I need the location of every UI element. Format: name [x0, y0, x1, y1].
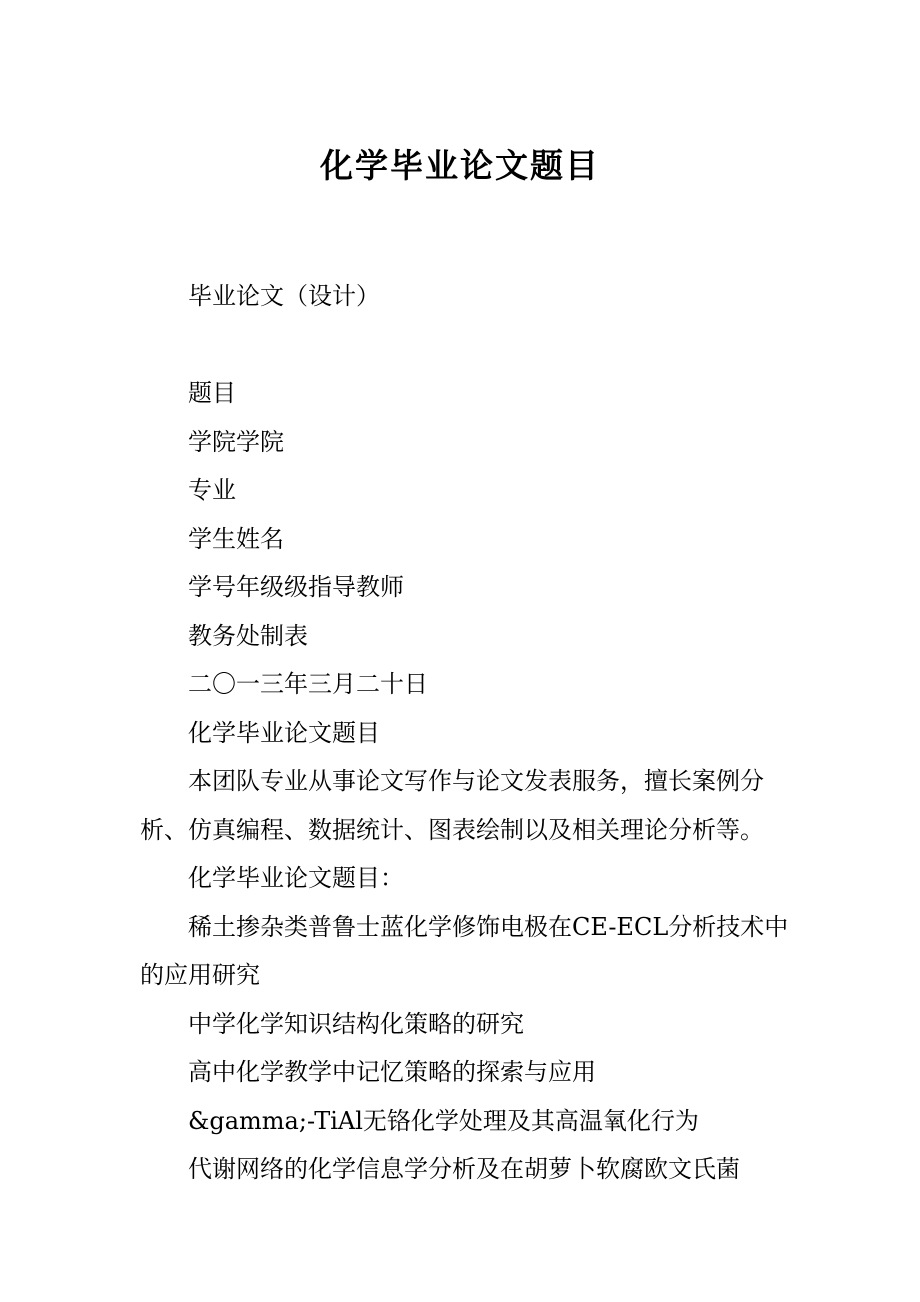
list-heading: 化学毕业论文题目： — [188, 864, 404, 892]
intro-paragraph: 本团队专业从事论文写作与论文发表服务，擅长案例分析、仿真编程、数据统计、图表绘制以及相关理论分析等。 — [140, 767, 764, 844]
cover-field-date: 二〇一三年三月二十日 — [188, 670, 428, 698]
cover-field-topic: 题目 — [188, 379, 236, 407]
cover-field-student-name: 学生姓名 — [188, 524, 284, 553]
blank-line — [140, 321, 790, 370]
topic-item: 中学化学知识结构化策略的研究 — [188, 1009, 524, 1038]
cover-field-student-id: 学号年级级指导教师 — [188, 573, 404, 601]
document-body — [140, 272, 790, 1194]
topic-item: 代谢网络的化学信息学分析及在胡萝卜软腐欧文氏菌 — [188, 1155, 740, 1183]
topic-item: &gamma;-TiAl无铬化学处理及其高温氧化行为 — [188, 1106, 699, 1135]
cover-heading: 毕业论文（设计） — [188, 282, 380, 310]
section-heading: 化学毕业论文题目 — [188, 718, 380, 747]
topic-item: 稀土掺杂类普鲁士蓝化学修饰电极在CE-ECL分析技术中的应用研究 — [140, 912, 789, 989]
cover-field-major: 专业 — [188, 476, 236, 504]
document-title: 化学毕业论文题目 — [320, 146, 600, 185]
topic-item: 高中化学教学中记忆策略的探索与应用 — [188, 1058, 596, 1086]
cover-field-issuer: 教务处制表 — [188, 621, 308, 650]
cover-field-college: 学院学院 — [188, 427, 284, 456]
